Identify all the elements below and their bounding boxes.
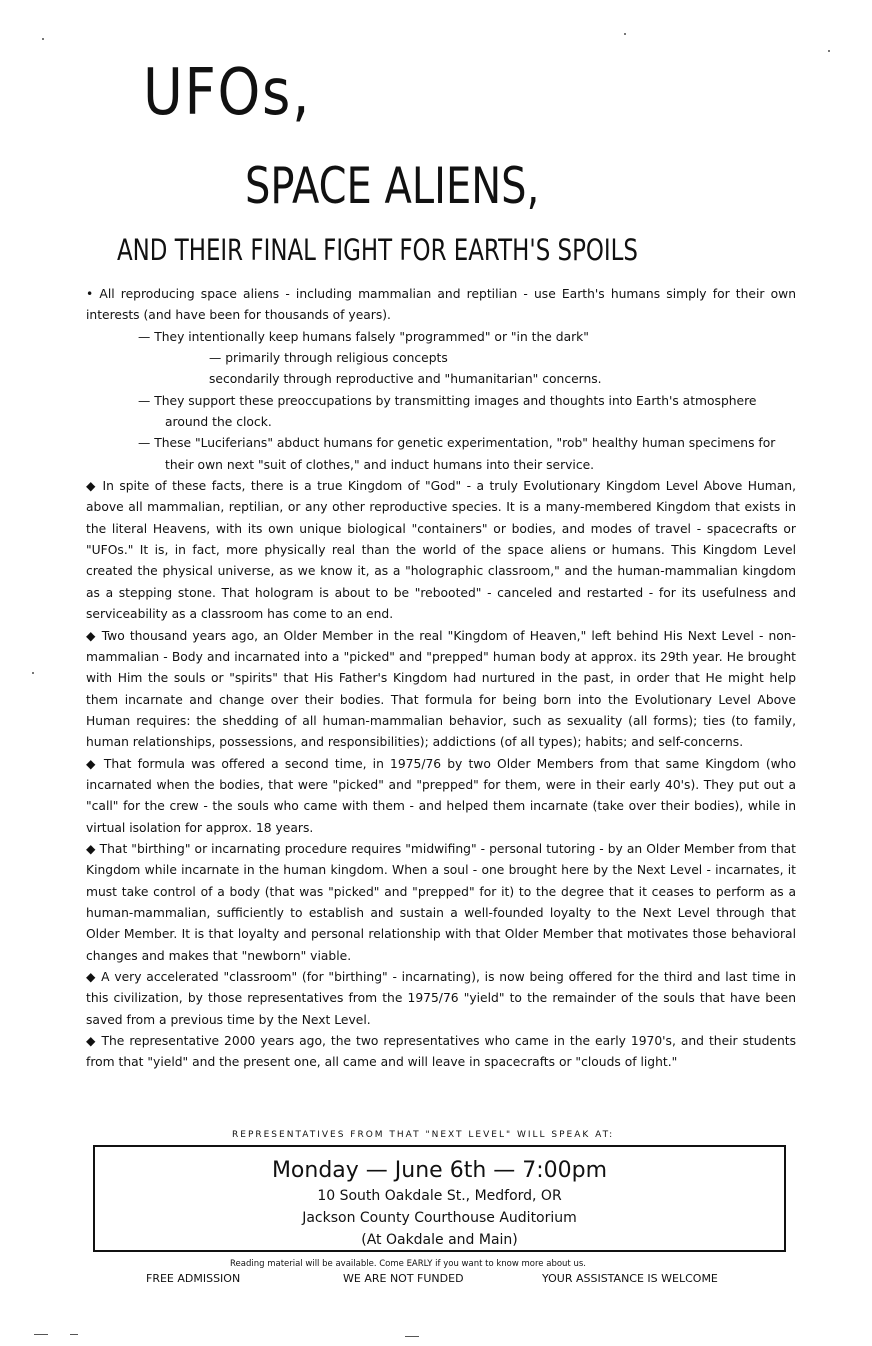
event-cross-streets: (At Oakdale and Main) — [361, 1232, 518, 1248]
paragraph-3: ◆ Two thousand years ago, an Older Member in the real "Kingdom of Heaven," left behind His Next Level - non-mammalian - Body and incarnated into a "picked" and "prepped" human body at approx. its 29th year. He brought with Him the souls or "spirits" that His Father's Kingdom had nurtured in the past, in order that He might help them incarnate and change over their bodies. That formula for being born into the Evolutionary Level Above Human requires: the shedding of all human-mammalian behavior, such as sexuality (all forms); ties (to family, human relationships, possessions, and responsibilities); addictions (of all types); habits; and self-concerns. — [86, 628, 796, 750]
event-venue: Jackson County Courthouse Auditorium — [302, 1210, 577, 1226]
scan-speck — [828, 50, 830, 52]
scan-speck — [624, 33, 626, 35]
not-funded: WE ARE NOT FUNDED — [343, 1272, 464, 1285]
title-line-1: UFOs, — [143, 56, 312, 130]
paragraph-6: ◆ A very accelerated "classroom" (for "birthing" - incarnating), is now being offered for the third and last time in this civilization, by those representatives from the 1975/76 "yield" to the remainder of the souls that have been saved from a previous time by the Next Level. — [86, 970, 796, 1027]
scan-speck — [42, 38, 44, 40]
paragraph-7: ◆ The representative 2000 years ago, the two representatives who came in the early 1970's, and their students from that "yield" and the present one, all came and will leave in spacecrafts or "clouds of light." — [86, 1034, 796, 1070]
event-box — [93, 1145, 786, 1252]
paragraph-1: • All reproducing space aliens - including mammalian and reptilian - use Earth's humans simply for their own interests (and have been for thousands of years). — [86, 287, 796, 323]
sub-point-religious: — primarily through religious concepts — [209, 351, 448, 366]
sub-point-programmed: — They intentionally keep humans falsely "programmed" or "in the dark" — [138, 329, 589, 344]
scan-mark — [70, 1334, 78, 1335]
paragraph-5: ◆ That "birthing" or incarnating procedure requires "midwifing" - personal tutoring - by an Older Member from that Kingdom while incarnate in the human kingdom. When a soul - one brought here by the Next Level - incarnates, it must take control of a body (that was "picked" and "prepped" for it) to the degree that it ceases to perform as a human-mammalian, sufficiently to establish and sustain a well-founded loyalty to the Next Level through that Older Member. It is that loyalty and personal relationship with that Older Member that motivates those behavioral changes and makes that "newborn" viable. — [86, 841, 796, 963]
free-admission: FREE ADMISSION — [146, 1272, 241, 1285]
paragraph-2: ◆ In spite of these facts, there is a true Kingdom of "God" - a truly Evolutionary Kingdom Level Above Human, above all mammalian, reptilian, or any other reproductive species. It is a many-membered Kingdom that exists in the literal Heavens, with its own unique biological "containers" or bodies, and modes of travel - spacecrafts or "UFOs." It is, in fact, more physically real than the world of the space aliens or humans. This Kingdom Level created the physical universe, as we know it, as a "holographic classroom," and the human-mammalian kingdom as a stepping stone. That hologram is about to be "rebooted" - canceled and restarted - for its usefulness and serviceability as a classroom has come to an end. — [86, 479, 796, 622]
scan-mark — [34, 1334, 48, 1335]
scan-speck — [32, 672, 34, 674]
title-line-2: SPACE ALIENS, — [245, 157, 540, 215]
scan-mark — [405, 1336, 419, 1337]
sub-point-reproductive: secondarily through reproductive and "humanitarian" concerns. — [209, 372, 602, 387]
event-address: 10 South Oakdale St., Medford, OR — [317, 1188, 562, 1204]
title-line-3: AND THEIR FINAL FIGHT FOR EARTH'S SPOILS — [117, 233, 638, 267]
reading-note: Reading material will be available. Come EARLY if you want to know more about us. — [230, 1259, 586, 1269]
body-text — [86, 284, 796, 1074]
sub-point-luciferians: — These "Luciferians" abduct humans for genetic experimentation, "rob" healthy human specimens for their own next "suit of clothes," and induct humans into their service. — [138, 436, 776, 472]
paragraph-4: ◆ That formula was offered a second time, in 1975/76 by two Older Members from that same Kingdom (who incarnated when the bodies, that were "picked" and "prepped" for them, were in their early 40's). They put out a "call" for the crew - the souls who came with them - and helped them incarnate (take over their bodies), while in virtual isolation for approx. 18 years. — [86, 756, 796, 835]
event-date-time: Monday — June 6th — 7:00pm — [271, 1158, 608, 1183]
sub-point-transmitting: — They support these preoccupations by transmitting images and thoughts into Earth's atmosphere around the clock. — [138, 393, 757, 430]
speaker-announcement: REPRESENTATIVES FROM THAT "NEXT LEVEL" WILL SPEAK AT: — [232, 1130, 615, 1140]
assistance-welcome: YOUR ASSISTANCE IS WELCOME — [542, 1272, 718, 1285]
